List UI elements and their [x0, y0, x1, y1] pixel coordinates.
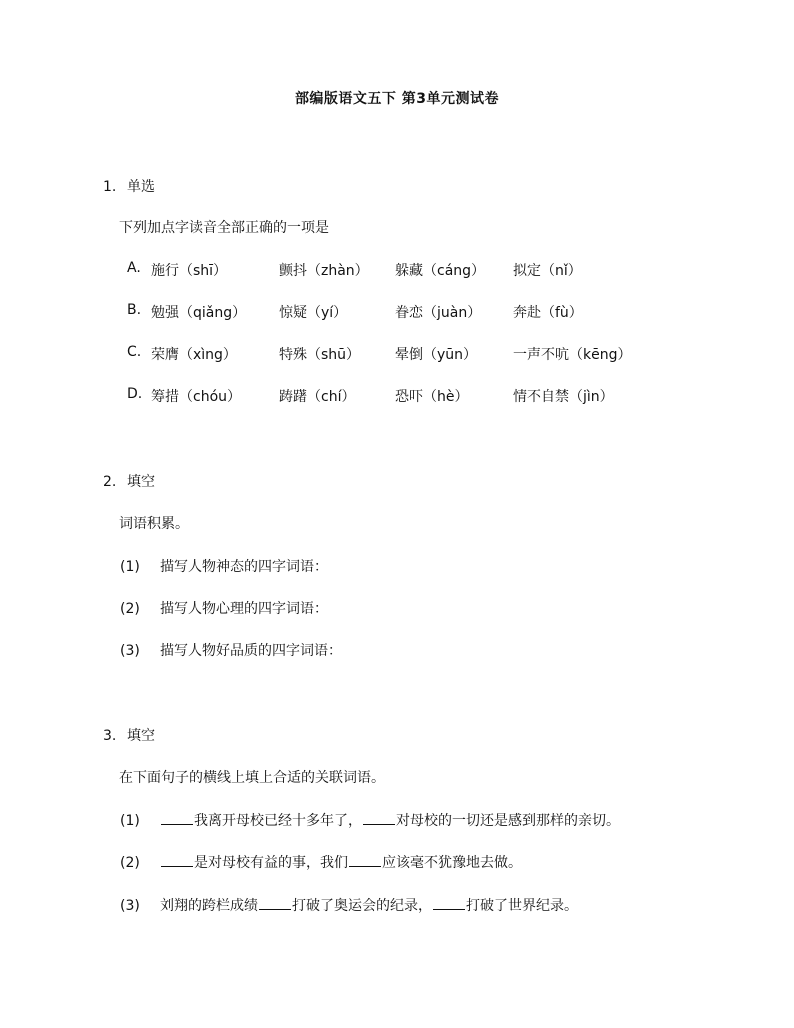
- answer-blank[interactable]: [433, 895, 465, 910]
- question-2-item-2: [120, 598, 328, 618]
- option-word: 勉强（qiǎng）: [151, 305, 247, 321]
- item-number: (1): [120, 559, 140, 575]
- option-word: 一声不吭（kēng）: [513, 347, 632, 363]
- option-word: 情不自禁（jìn）: [513, 389, 614, 405]
- question-3-item-3: [120, 895, 578, 915]
- item-number: (2): [120, 855, 140, 871]
- question-number: 3.: [103, 728, 117, 744]
- answer-blank[interactable]: [363, 810, 395, 825]
- question-3-header: [103, 725, 155, 745]
- answer-blank[interactable]: [349, 852, 381, 867]
- option-word: 荣膺（xìng）: [151, 347, 237, 363]
- option-word: 恐吓（hè）: [395, 389, 469, 405]
- item-text: 描写人物神态的四字词语：: [160, 559, 328, 575]
- option-word: 眷恋（juàn）: [395, 305, 482, 321]
- option-word: 筹措（chóu）: [151, 389, 242, 405]
- item-text: 应该毫不犹豫地去做。: [382, 855, 522, 871]
- question-number: 2.: [103, 474, 117, 490]
- item-text: 描写人物好品质的四字词语：: [160, 643, 342, 659]
- question-type: 填空: [127, 728, 155, 744]
- option-word: 晕倒（yūn）: [395, 347, 478, 363]
- item-number: (2): [120, 601, 140, 617]
- question-type: 单选: [127, 179, 155, 195]
- option-word: 施行（shī）: [151, 263, 228, 279]
- question-3-item-1: [120, 810, 620, 830]
- option-word: 颤抖（zhàn）: [279, 263, 369, 279]
- item-text: 是对母校有益的事，我们: [194, 855, 348, 871]
- item-text: 我离开母校已经十多年了，: [194, 813, 362, 829]
- question-3-item-2: [120, 852, 522, 872]
- option-word: 踌躇（chí）: [279, 389, 356, 405]
- question-2-item-3: [120, 640, 342, 660]
- item-text: 刘翔的跨栏成绩: [160, 898, 258, 914]
- option-word: 躲藏（cáng）: [395, 263, 486, 279]
- question-number: 1.: [103, 179, 117, 195]
- question-1-stem: 下列加点字读音全部正确的一项是: [119, 220, 329, 236]
- option-label: C.: [127, 344, 142, 360]
- option-label: D.: [127, 386, 143, 402]
- item-number: (1): [120, 813, 140, 829]
- item-number: (3): [120, 898, 140, 914]
- question-3-stem: 在下面句子的横线上填上合适的关联词语。: [119, 770, 385, 786]
- answer-blank[interactable]: [161, 852, 193, 867]
- item-text: 对母校的一切还是感到那样的亲切。: [396, 813, 620, 829]
- page-title: 部编版语文五下 第3单元测试卷: [294, 91, 500, 107]
- question-type: 填空: [127, 474, 155, 490]
- option-word: 拟定（nǐ）: [513, 263, 582, 279]
- item-text: 打破了世界纪录。: [466, 898, 578, 914]
- item-text: 描写人物心理的四字词语：: [160, 601, 328, 617]
- answer-blank[interactable]: [161, 810, 193, 825]
- question-1-header: [103, 176, 155, 196]
- answer-blank[interactable]: [259, 895, 291, 910]
- option-label: B.: [127, 302, 142, 318]
- question-2-item-1: [120, 556, 328, 576]
- question-2-header: [103, 471, 155, 491]
- option-word: 惊疑（yí）: [279, 305, 348, 321]
- option-label: A.: [127, 260, 141, 276]
- item-number: (3): [120, 643, 140, 659]
- item-text: 打破了奥运会的纪录，: [292, 898, 432, 914]
- option-word: 特殊（shū）: [279, 347, 361, 363]
- question-2-stem: 词语积累。: [119, 516, 189, 532]
- option-word: 奔赴（fù）: [513, 305, 583, 321]
